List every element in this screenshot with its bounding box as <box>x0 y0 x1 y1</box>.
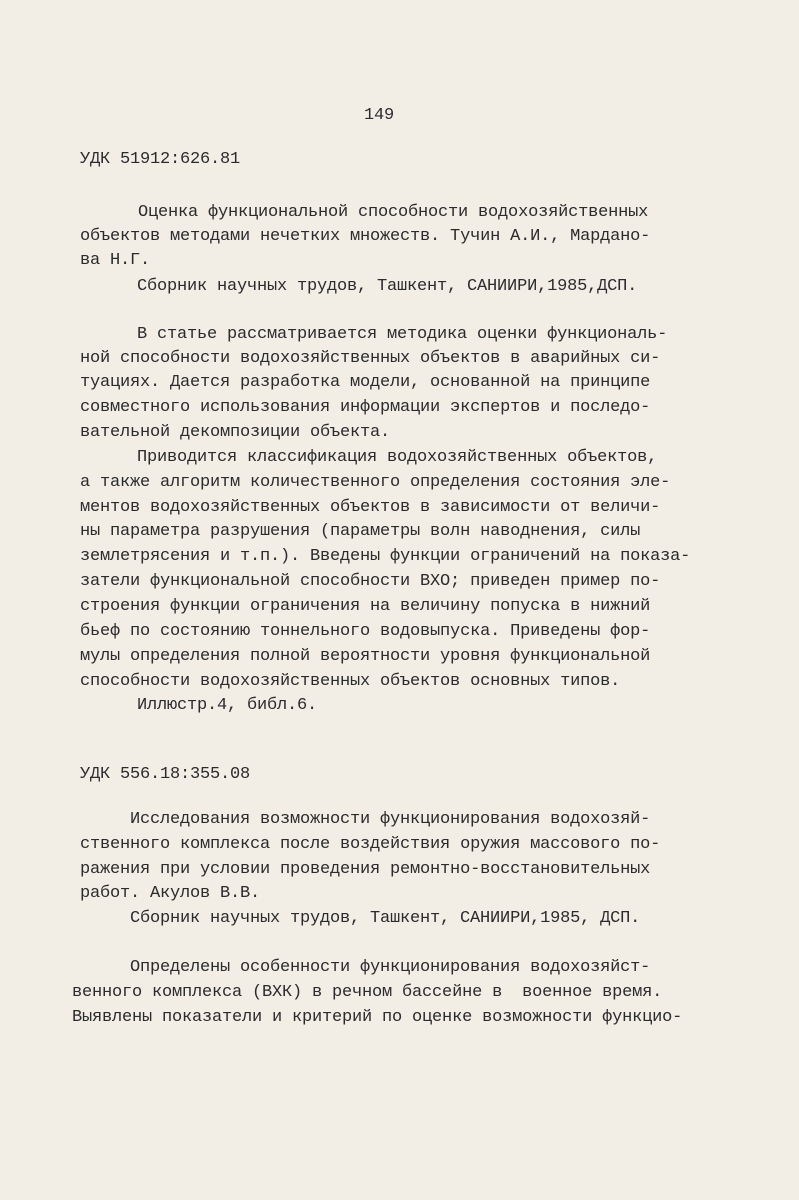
abstract-line: венного комплекса (ВХК) в речном бассейне в военное время. <box>72 983 663 1002</box>
entry-title-line: ва Н.Г. <box>80 251 151 270</box>
abstract-line: Приводится классификация водохозяйственных объектов, <box>137 448 658 467</box>
entry-source: Сборник научных трудов, Ташкент, САНИИРИ,1985, ДСП. <box>130 909 641 928</box>
udc-code: УДК 556.18:355.08 <box>80 765 251 784</box>
abstract-line: мулы определения полной вероятности уровня функциональной <box>80 647 651 666</box>
page-number: 149 <box>364 106 395 125</box>
abstract-line: вательной декомпозиции объекта. <box>80 423 391 442</box>
entry-title-line: объектов методами нечетких множеств. Тучин А.И., Мардано- <box>80 227 651 246</box>
abstract-line: ной способности водохозяйственных объектов в аварийных си- <box>80 349 661 368</box>
entry-source: Сборник научных трудов, Ташкент, САНИИРИ,1985,ДСП. <box>137 277 638 296</box>
abstract-line: туациях. Дается разработка модели, основанной на принципе <box>80 373 651 392</box>
entry-title-line: Исследования возможности функционирования водохозяй- <box>130 810 651 829</box>
udc-code: УДК 51912:626.81 <box>80 150 241 169</box>
abstract-line: совместного использования информации экспертов и последо- <box>80 398 651 417</box>
entry-title-line: ственного комплекса после воздействия оружия массового по- <box>80 835 661 854</box>
abstract-line: а также алгоритм количественного определения состояния эле- <box>80 473 671 492</box>
abstract-line: землетрясения и т.п.). Введены функции ограничений на показа- <box>80 547 691 566</box>
entry-title-line: ражения при условии проведения ремонтно-восстановительных <box>80 860 651 879</box>
abstract-line: Определены особенности функционирования водохозяйст- <box>130 958 651 977</box>
abstract-line: Выявлены показатели и критерий по оценке возможности функцио- <box>72 1008 683 1027</box>
abstract-line: способности водохозяйственных объектов основных типов. <box>80 672 621 691</box>
abstract-line: ны параметра разрушения (параметры волн наводнения, силы <box>80 522 641 541</box>
entry-title-line: Оценка функциональной способности водохозяйственных <box>138 203 649 222</box>
abstract-line: строения функции ограничения на величину попуска в нижний <box>80 597 651 616</box>
abstract-line: бьеф по состоянию тоннельного водовыпуска. Приведены фор- <box>80 622 651 641</box>
abstract-line: затели функциональной способности ВХО; приведен пример по- <box>80 572 661 591</box>
abstract-line: В статье рассматривается методика оценки функциональ- <box>137 325 668 344</box>
abstract-line: ментов водохозяйственных объектов в зависимости от величи- <box>80 498 661 517</box>
entry-refs: Иллюстр.4, библ.6. <box>137 696 318 715</box>
entry-title-line: работ. Акулов В.В. <box>80 884 261 903</box>
